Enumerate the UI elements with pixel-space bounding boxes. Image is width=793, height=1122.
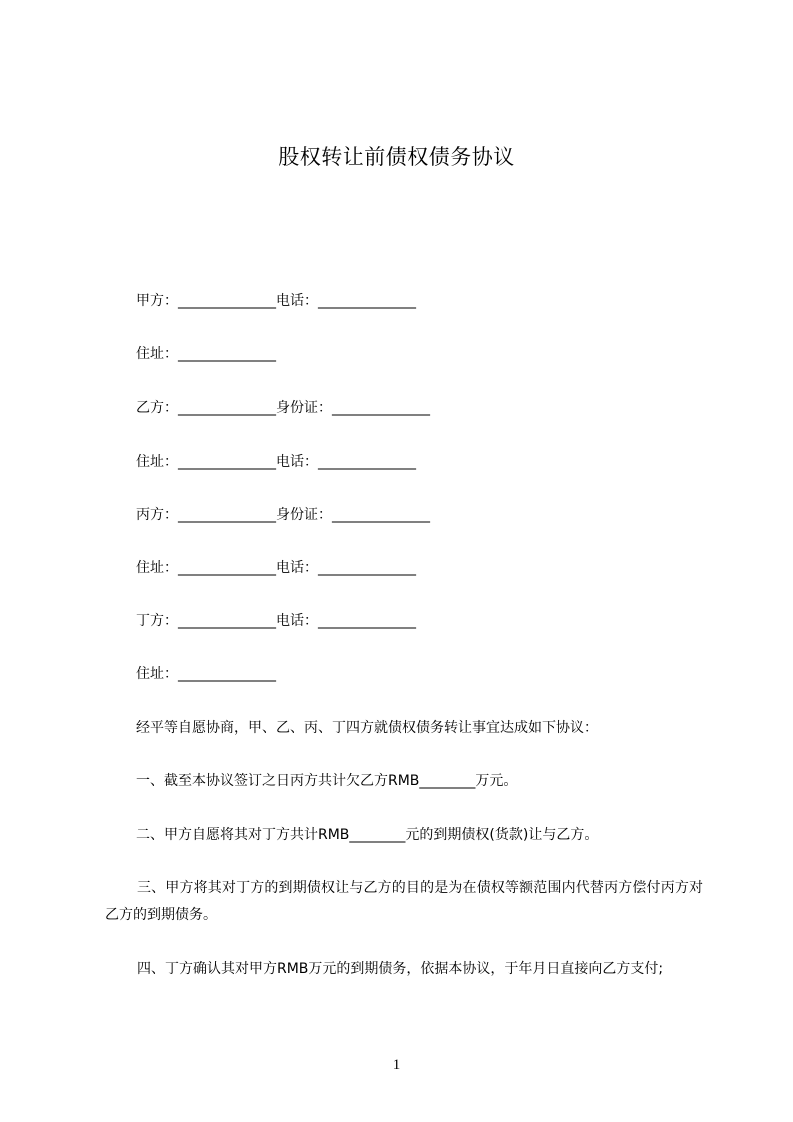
clause-3: 三、甲方将其对丁方的到期债权让与乙方的目的是为在债权等额范围内代替丙方偿付丙方对乙方的到期债务。 [105, 880, 703, 923]
intro-paragraph: 经平等自愿协商，甲、乙、丙、丁四方就债权债务转让事宜达成如下协议： [136, 720, 598, 736]
clause-4: 四、丁方确认其对甲方RMB万元的到期债务，依据本协议，于年月日直接向乙方支付; [137, 961, 664, 977]
page-number: 1 [392, 1057, 401, 1073]
party-b-line: 乙方：______________身份证：______________ [136, 400, 430, 416]
party-a-line: 甲方：______________电话：______________ [136, 293, 416, 309]
party-d-line: 丁方：______________电话：______________ [136, 613, 416, 629]
party-a-address-line: 住址：______________ [136, 346, 276, 362]
clause-2: 二、甲方自愿将其对丁方共计RMB________元的到期债权(货款)让与乙方。 [136, 827, 599, 843]
party-c-line: 丙方：______________身份证：______________ [136, 507, 430, 523]
party-b-address-line: 住址：______________电话：______________ [136, 454, 416, 470]
party-d-address-line: 住址：______________ [136, 666, 276, 682]
party-c-address-line: 住址：______________电话：______________ [136, 560, 416, 576]
clause-1: 一、截至本协议签订之日丙方共计欠乙方RMB________万元。 [136, 773, 518, 789]
document-title: 股权转让前债权债务协议 [278, 145, 515, 169]
